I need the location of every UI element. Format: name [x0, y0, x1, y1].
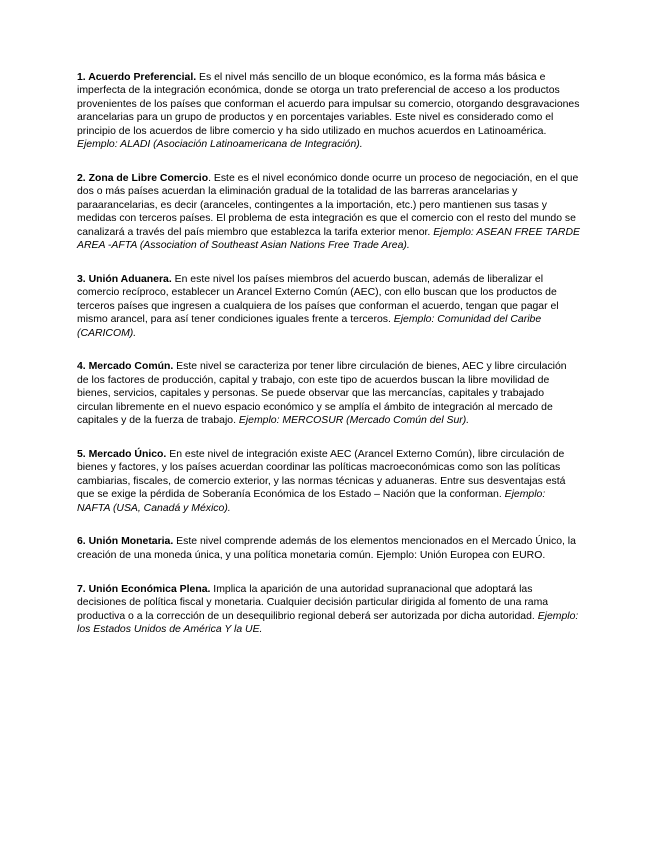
- example-zona-libre-comercio: Ejemplo: ASEAN FREE TARDE AREA -AFTA (Association of Southeast Asian Nations Free Trade Area).: [77, 226, 580, 251]
- body-union-aduanera: En este nivel los países miembros del acuerdo buscan, además de liberalizar el comercio recíproco, establecer un Arancel Externo Común (AEC), con ello buscan que los productos de terceros países que ingresen a cualquiera de los países que conforman el acuerdo, tengan que pagar el mismo arancel, para así tener condiciones iguales frente a terceros.: [77, 273, 559, 326]
- body-mercado-comun: Este nivel se caracteriza por tener libre circulación de bienes, AEC y libre circulación de los factores de producción, capital y trabajo, con este tipo de acuerdos buscan la libre movilidad de bienes, servicios, capitales y personas. Se puede observar que las mercancías, capitales y trabajado circulan libremente en el nuevo espacio económico y se amplía el ámbito de integración al mercado de capitales y de la fuerza de trabajo.: [77, 361, 567, 427]
- heading-union-aduanera: 3. Unión Aduanera.: [77, 273, 172, 285]
- paragraph-mercado-comun: [77, 360, 581, 427]
- paragraph-union-aduanera: [77, 273, 581, 340]
- heading-mercado-comun: 4. Mercado Común.: [77, 361, 174, 373]
- body-union-economica-plena: Implica la aparición de una autoridad supranacional que adoptará las decisiones de política fiscal y monetaria. Cualquier decisión particular dirigida al fomento de una rama productiva o a la corrección de un desequilibrio regional deberá ser autorizada por dicha autoridad.: [77, 583, 549, 622]
- example-acuerdo-preferencial: Ejemplo: ALADI (Asociación Latinoamericana de Integración).: [77, 139, 363, 151]
- heading-acuerdo-preferencial: 1. Acuerdo Preferencial.: [77, 72, 197, 83]
- paragraph-union-economica-plena: [77, 583, 581, 637]
- example-mercado-comun: Ejemplo: MERCOSUR (Mercado Común del Sur).: [238, 415, 470, 427]
- heading-union-economica-plena: 7. Unión Económica Plena.: [77, 583, 211, 595]
- example-mercado-unico: Ejemplo: NAFTA (USA, Canadá y México).: [77, 489, 546, 514]
- example-union-aduanera: Ejemplo: Comunidad del Caribe (CARICOM).: [77, 314, 542, 339]
- paragraph-zona-libre-comercio: [77, 172, 581, 252]
- paragraph-union-monetaria: [77, 535, 581, 562]
- heading-zona-libre-comercio: 2. Zona de Libre Comercio: [77, 172, 209, 184]
- body-union-monetaria: Este nivel comprende además de los elementos mencionados en el Mercado Único, la creación de una moneda única, y una política monetaria común. Ejemplo: Unión Europea con EURO.: [77, 536, 576, 561]
- document-page: [77, 71, 581, 657]
- heading-mercado-unico: 5. Mercado Único.: [77, 448, 167, 460]
- body-zona-libre-comercio: . Este es el nivel económico donde ocurre un proceso de negociación, en el que dos o más países acuerdan la eliminación gradual de la totalidad de las barreras arancelarias y paraarancelarias, es decir (aranceles, contingentes a la importación, etc.) pero mantienen sus tasas y medidas con terceros países. El problema de esta integración es que el comercio con el resto del mundo se canalizará a través del país miembro que establezca la tarifa exterior menor.: [77, 172, 579, 238]
- body-mercado-unico: En este nivel de integración existe AEC (Arancel Externo Común), libre circulación de bienes y factores, y los países acuerdan coordinar las políticas macroeconómicas como son las políticas cambiarias, fiscales, de comercio exterior, y las normas técnicas y aduaneras. Entre sus desventajas está que se exige la pérdida de Soberanía Económica de los Estado – Nación que la conforman.: [77, 448, 566, 501]
- example-union-economica-plena: Ejemplo: los Estados Unidos de América Y la UE.: [77, 610, 579, 635]
- paragraph-acuerdo-preferencial: [77, 71, 581, 151]
- body-acuerdo-preferencial: Es el nivel más sencillo de un bloque económico, es la forma más básica e imperfecta de la integración económica, donde se otorga un trato preferencial de acceso a los productos provenientes de los países que conforman el acuerdo para impulsar su comercio, otorgando desgravaciones arancelarias para un grupo de productos y en porcentajes variables. Este nivel es considerado como el principio de los acuerdos de libre comercio y ha sido utilizado en muchos acuerdos en Latinoamérica.: [77, 72, 580, 137]
- paragraph-mercado-unico: [77, 448, 581, 515]
- heading-union-monetaria: 6. Unión Monetaria.: [77, 536, 174, 548]
